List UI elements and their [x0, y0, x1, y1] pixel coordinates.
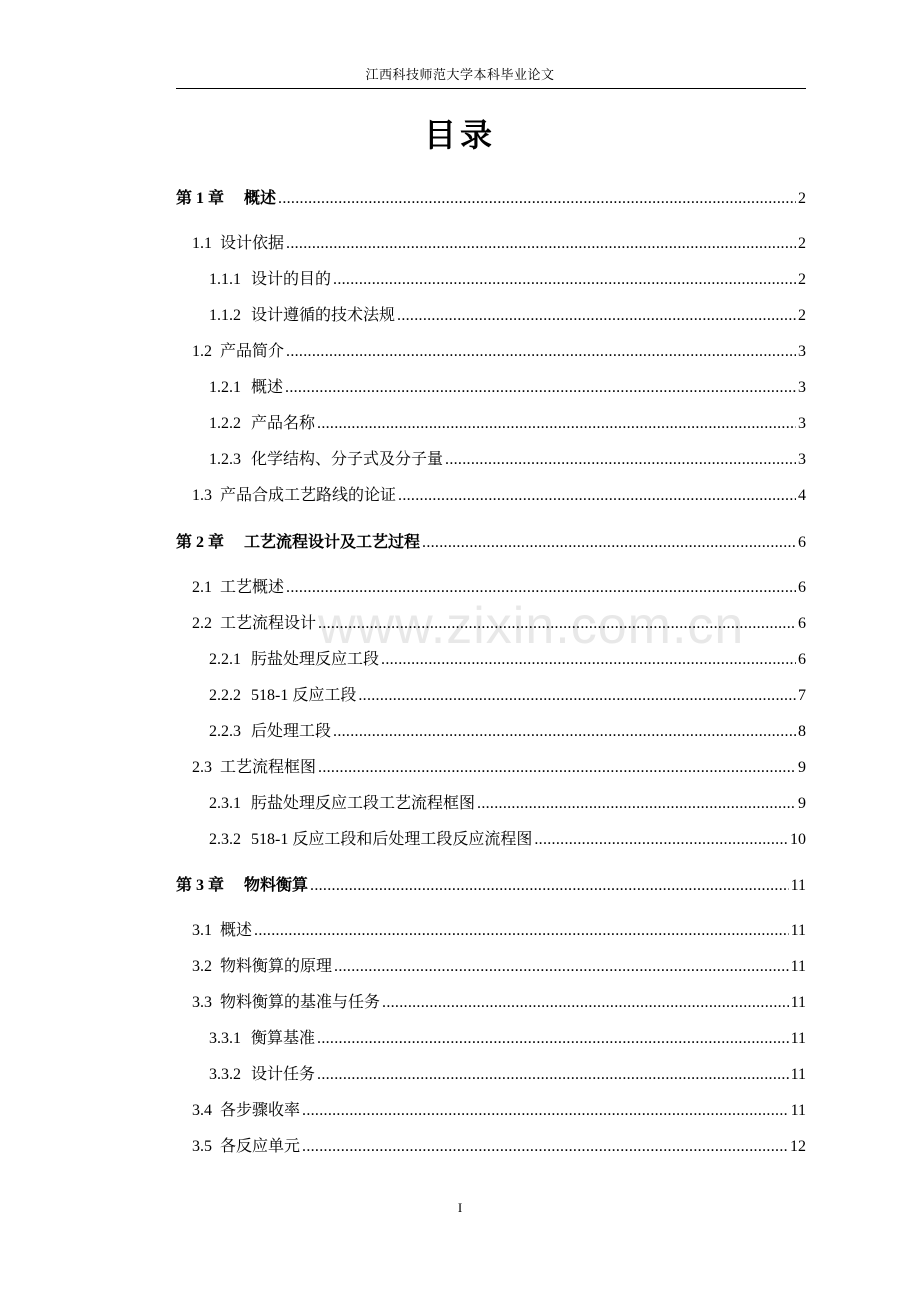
toc-entry-number: 2.2.3 — [209, 723, 241, 740]
toc-entry-number: 2.1 — [192, 579, 212, 596]
toc-dot-leader — [534, 831, 788, 849]
toc-entry-page: 2 — [798, 235, 806, 252]
toc-dot-leader — [445, 451, 796, 469]
header-rule — [176, 88, 806, 89]
toc-title: 目录 — [423, 117, 496, 153]
toc-section-entry[interactable] — [192, 917, 806, 941]
toc-dot-leader — [317, 415, 796, 433]
toc-entry-number: 3.3.1 — [209, 1030, 241, 1047]
toc-entry-title: 化学结构、分子式及分子量 — [251, 451, 444, 468]
toc-entry-title: 物料衡算 — [244, 877, 309, 894]
toc-entry-page: 9 — [798, 795, 806, 812]
toc-entry-number: 2.3.1 — [209, 795, 241, 812]
toc-subsection-entry[interactable] — [209, 302, 806, 326]
toc-entry-title: 设计任务 — [251, 1066, 316, 1083]
toc-dot-leader — [318, 615, 796, 633]
toc-subsection-entry[interactable] — [209, 374, 806, 398]
toc-entry-title: 各反应单元 — [220, 1138, 301, 1155]
toc-dot-leader — [334, 958, 789, 976]
toc-dot-leader — [477, 795, 796, 813]
toc-subsection-entry[interactable] — [209, 682, 806, 706]
toc-dot-leader — [285, 379, 796, 397]
toc-entry-number: 2.3 — [192, 759, 212, 776]
toc-entry-page: 4 — [798, 487, 806, 504]
toc-section-entry[interactable] — [192, 953, 806, 977]
toc-dot-leader — [286, 235, 796, 253]
toc-entry-number: 3.3 — [192, 994, 212, 1011]
toc-entry-title: 各步骤收率 — [220, 1102, 301, 1119]
toc-entry-number: 1.2 — [192, 343, 212, 360]
toc-entry-title: 肟盐处理反应工段 — [251, 651, 380, 668]
toc-entry-page: 3 — [798, 343, 806, 360]
toc-entry-page: 11 — [790, 877, 806, 894]
toc-entry-number: 1.2.2 — [209, 415, 241, 432]
toc-entry-title: 产品名称 — [251, 415, 316, 432]
toc-entry-title: 物料衡算的基准与任务 — [220, 994, 381, 1011]
toc-entry-title: 518-1 反应工段和后处理工段反应流程图 — [251, 831, 533, 848]
toc-entry-title: 工艺概述 — [220, 579, 285, 596]
toc-entry-number: 2.2.2 — [209, 687, 241, 704]
toc-entry-page: 2 — [798, 307, 806, 324]
toc-dot-leader — [286, 579, 796, 597]
toc-entry-title: 肟盐处理反应工段工艺流程框图 — [251, 795, 476, 812]
toc-entry-number: 1.1 — [192, 235, 212, 252]
toc-entry-page: 6 — [798, 651, 806, 668]
toc-entry-number: 3.3.2 — [209, 1066, 241, 1083]
toc-entry-title: 衡算基准 — [251, 1030, 316, 1047]
toc-dot-leader — [381, 651, 796, 669]
toc-entry-page: 11 — [790, 1066, 806, 1083]
toc-dot-leader — [286, 343, 796, 361]
toc-section-entry[interactable] — [192, 482, 806, 506]
toc-subsection-entry[interactable] — [209, 718, 806, 742]
toc-dot-leader — [333, 271, 796, 289]
toc-entry-title: 工艺流程设计及工艺过程 — [244, 534, 421, 551]
toc-entry-page: 8 — [798, 723, 806, 740]
toc-section-entry[interactable] — [192, 754, 806, 778]
toc-subsection-entry[interactable] — [209, 266, 806, 290]
toc-entry-number: 第 3 章 — [176, 877, 225, 894]
toc-section-entry[interactable] — [192, 574, 806, 598]
toc-dot-leader — [358, 687, 796, 705]
toc-chapter-entry[interactable] — [176, 872, 806, 896]
toc-dot-leader — [382, 994, 789, 1012]
toc-entry-page: 11 — [790, 994, 806, 1011]
toc-section-entry[interactable] — [192, 230, 806, 254]
toc-section-entry[interactable] — [192, 610, 806, 634]
toc-entry-page: 2 — [798, 271, 806, 288]
toc-dot-leader — [278, 190, 796, 208]
toc-entry-page: 2 — [798, 190, 806, 207]
toc-dot-leader — [317, 1030, 789, 1048]
toc-entry-number: 3.2 — [192, 958, 212, 975]
toc-dot-leader — [302, 1102, 789, 1120]
toc-section-entry[interactable] — [192, 989, 806, 1013]
toc-subsection-entry[interactable] — [209, 790, 806, 814]
toc-entry-page: 11 — [790, 922, 806, 939]
toc-entry-number: 第 1 章 — [176, 190, 225, 207]
toc-chapter-entry[interactable] — [176, 185, 806, 209]
running-header: 江西科技师范大学本科毕业论文 — [365, 67, 555, 82]
toc-chapter-entry[interactable] — [176, 529, 806, 553]
toc-subsection-entry[interactable] — [209, 1025, 806, 1049]
toc-entry-page: 3 — [798, 379, 806, 396]
toc-entry-page: 3 — [798, 451, 806, 468]
page-number: I — [457, 1200, 463, 1215]
toc-entry-title: 工艺流程框图 — [220, 759, 317, 776]
toc-section-entry[interactable] — [192, 1133, 806, 1157]
toc-entry-title: 后处理工段 — [251, 723, 332, 740]
toc-entry-title: 产品简介 — [220, 343, 285, 360]
toc-entry-page: 9 — [798, 759, 806, 776]
toc-entry-page: 6 — [798, 615, 806, 632]
toc-subsection-entry[interactable] — [209, 646, 806, 670]
toc-dot-leader — [318, 759, 796, 777]
toc-dot-leader — [302, 1138, 788, 1156]
toc-entry-number: 3.4 — [192, 1102, 212, 1119]
toc-subsection-entry[interactable] — [209, 446, 806, 470]
toc-dot-leader — [317, 1066, 789, 1084]
toc-entry-page: 11 — [790, 958, 806, 975]
toc-subsection-entry[interactable] — [209, 410, 806, 434]
toc-entry-number: 1.2.3 — [209, 451, 241, 468]
toc-entry-number: 2.2 — [192, 615, 212, 632]
toc-dot-leader — [398, 487, 796, 505]
toc-dot-leader — [254, 922, 789, 940]
toc-entry-page: 10 — [790, 831, 806, 848]
toc-entry-title: 概述 — [220, 922, 253, 939]
toc-entry-number: 1.3 — [192, 487, 212, 504]
toc-entry-number: 第 2 章 — [176, 534, 225, 551]
toc-entry-number: 3.1 — [192, 922, 212, 939]
toc-entry-title: 产品合成工艺路线的论证 — [220, 487, 397, 504]
toc-dot-leader — [422, 534, 796, 552]
toc-entry-page: 11 — [790, 1030, 806, 1047]
toc-entry-number: 1.1.1 — [209, 271, 241, 288]
toc-entry-number: 3.5 — [192, 1138, 212, 1155]
toc-entry-title: 518-1 反应工段 — [251, 687, 357, 704]
toc-dot-leader — [310, 877, 789, 895]
toc-entry-title: 概述 — [251, 379, 284, 396]
toc-dot-leader — [333, 723, 796, 741]
toc-entry-page: 7 — [798, 687, 806, 704]
toc-entry-title: 设计的目的 — [251, 271, 332, 288]
toc-dot-leader — [397, 307, 796, 325]
toc-section-entry[interactable] — [192, 1097, 806, 1121]
toc-entry-number: 1.2.1 — [209, 379, 241, 396]
toc-entry-title: 概述 — [244, 190, 277, 207]
toc-entry-number: 2.3.2 — [209, 831, 241, 848]
toc-entry-number: 1.1.2 — [209, 307, 241, 324]
toc-entry-number: 2.2.1 — [209, 651, 241, 668]
toc-entry-page: 6 — [798, 579, 806, 596]
toc-entry-page: 3 — [798, 415, 806, 432]
toc-entry-page: 11 — [790, 1102, 806, 1119]
toc-subsection-entry[interactable] — [209, 826, 806, 850]
toc-subsection-entry[interactable] — [209, 1061, 806, 1085]
toc-section-entry[interactable] — [192, 338, 806, 362]
toc-entry-title: 设计依据 — [220, 235, 285, 252]
toc-entry-page: 12 — [790, 1138, 806, 1155]
toc-entry-title: 工艺流程设计 — [220, 615, 317, 632]
toc-entry-title: 设计遵循的技术法规 — [251, 307, 396, 324]
toc-entry-page: 6 — [798, 534, 806, 551]
toc-entry-title: 物料衡算的原理 — [220, 958, 333, 975]
watermark: www.zixin.com.cn — [318, 597, 745, 655]
